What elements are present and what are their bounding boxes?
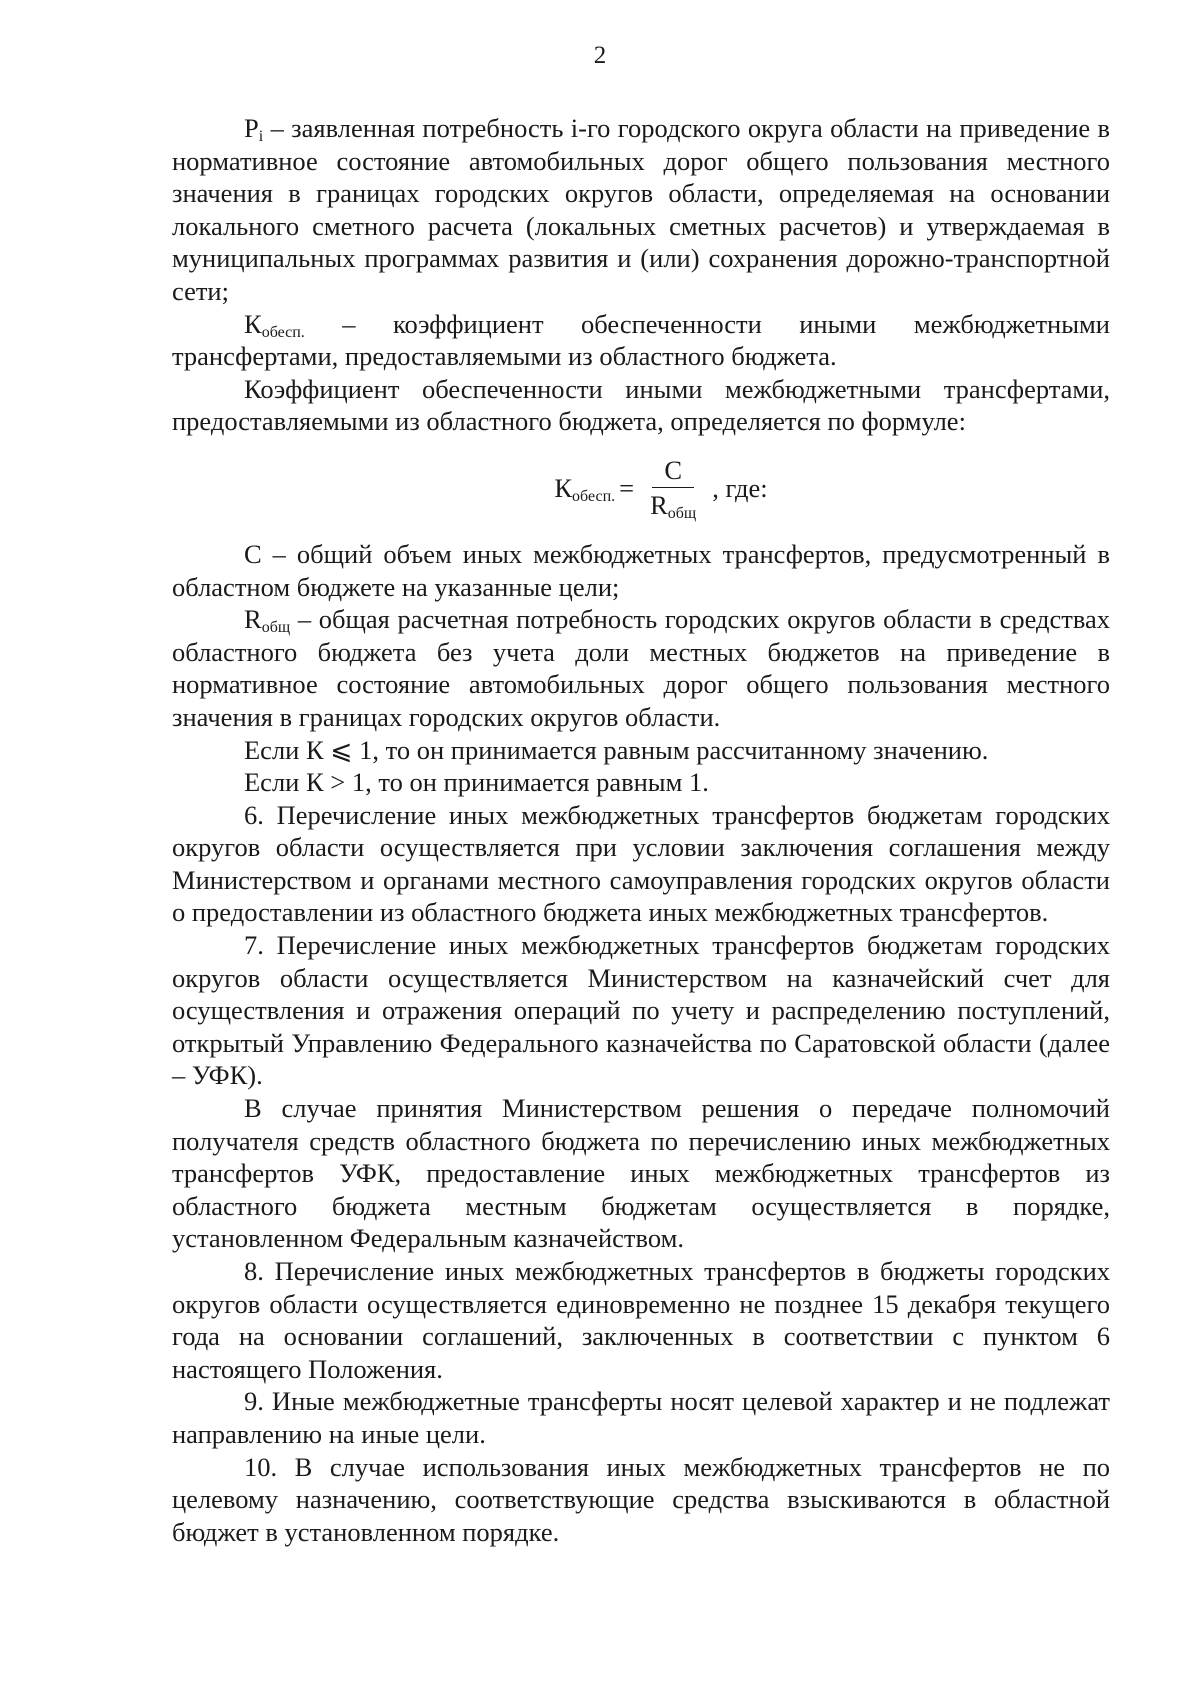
formula-denominator-symbol: R — [650, 490, 668, 521]
formula-lhs — [554, 472, 615, 505]
formula-coefficient — [172, 438, 1110, 538]
where-r — [172, 603, 1110, 733]
symbol-k-subscript: обесп. — [261, 323, 305, 341]
condition-k-le-1: Если К ⩽ 1, то он принимается равным рассчитанному значению. — [244, 734, 989, 765]
formula-numerator: С — [652, 455, 694, 488]
item-10: 10. В случае использования иных межбюджетных трансфертов не по целевому назначению, соответствующие средства взыскиваются в областной бюджет в установленном порядке. — [172, 1451, 1110, 1547]
formula-lhs-symbol: К — [554, 472, 573, 503]
symbol-r-subscript: общ — [261, 619, 291, 637]
definition-k — [172, 308, 1110, 373]
formula-fraction — [638, 455, 708, 523]
symbol-p: P — [244, 113, 259, 143]
definition-p-text: – заявленная потребность i-го городского округа области на приведение в нормативное состояние автомобильных дорог общего пользования местного значения в границах городских округов области, определяемая на основании локального сметного расчета (локальных сметных расчетов) и утверждаемая в муниципальных программах развития и (или) сохранения дорожно-транспортной сети; — [172, 113, 1110, 306]
item-7-continuation: В случае принятия Министерством решения о передаче полномочий получателя средств областного бюджета по перечислению иных межбюджетных трансфертов УФК, предоставление иных межбюджетных трансфертов из областного бюджета местным бюджетам осуществляется в порядке, установленном Федеральным казначейством. — [172, 1093, 1110, 1254]
symbol-p-subscript: i — [258, 128, 264, 145]
document-body — [172, 112, 1110, 1548]
symbol-r: R — [244, 604, 262, 635]
formula-denominator-subscript: общ — [667, 505, 697, 523]
where-c: С – общий объем иных межбюджетных трансфертов, предусмотренный в областном бюджете на указанные цели; — [172, 538, 1110, 602]
item-8: 8. Перечисление иных межбюджетных трансфертов в бюджеты городских округов области осуществляется единовременно не позднее 15 декабря текущего года на основании соглашений, заключенных в соответствии с пунктом 6 настоящего Положения. — [172, 1256, 1110, 1384]
definition-k-text: – коэффициент обеспеченности иными межбюджетными трансфертами, предоставляемыми из областного бюджета. — [172, 308, 1110, 372]
formula-suffix: , где: — [712, 472, 768, 503]
condition-k-gt-1: Если К > 1, то он принимается равным 1. — [244, 767, 709, 798]
item-9: 9. Иные межбюджетные трансферты носят целевой характер и не подлежат направлению на иные цели. — [172, 1386, 1110, 1449]
symbol-k: К — [244, 308, 262, 339]
formula-equals: = — [619, 472, 635, 503]
formula-lhs-subscript: обесп. — [572, 487, 616, 505]
where-r-text: – общая расчетная потребность городских округов области в средствах областного бюджета без учета доли местных бюджетов на приведение в нормативное состояние автомобильных дорог общего пользования местного значения в границах городских округов области. — [172, 604, 1110, 732]
definition-p — [172, 112, 1110, 308]
item-7: 7. Перечисление иных межбюджетных трансфертов бюджетам городских округов области осуществляется Министерством на казначейский счет для осуществления и отражения операций по учету и распределению поступлений, открытый Управлению Федерального казначейства по Саратовской области (далее – УФК). — [172, 930, 1110, 1091]
formula-denominator — [638, 488, 708, 523]
page-number: 2 — [593, 42, 607, 69]
formula-intro: Коэффициент обеспеченности иными межбюджетными трансфертами, предоставляемыми из областного бюджета, определяется по формуле: — [172, 373, 1110, 437]
item-6: 6. Перечисление иных межбюджетных трансфертов бюджетам городских округов области осуществляется при условии заключения соглашения между Министерством и органами местного самоуправления городских округов области о предоставлении из областного бюджета иных межбюджетных трансфертов. — [172, 799, 1110, 928]
